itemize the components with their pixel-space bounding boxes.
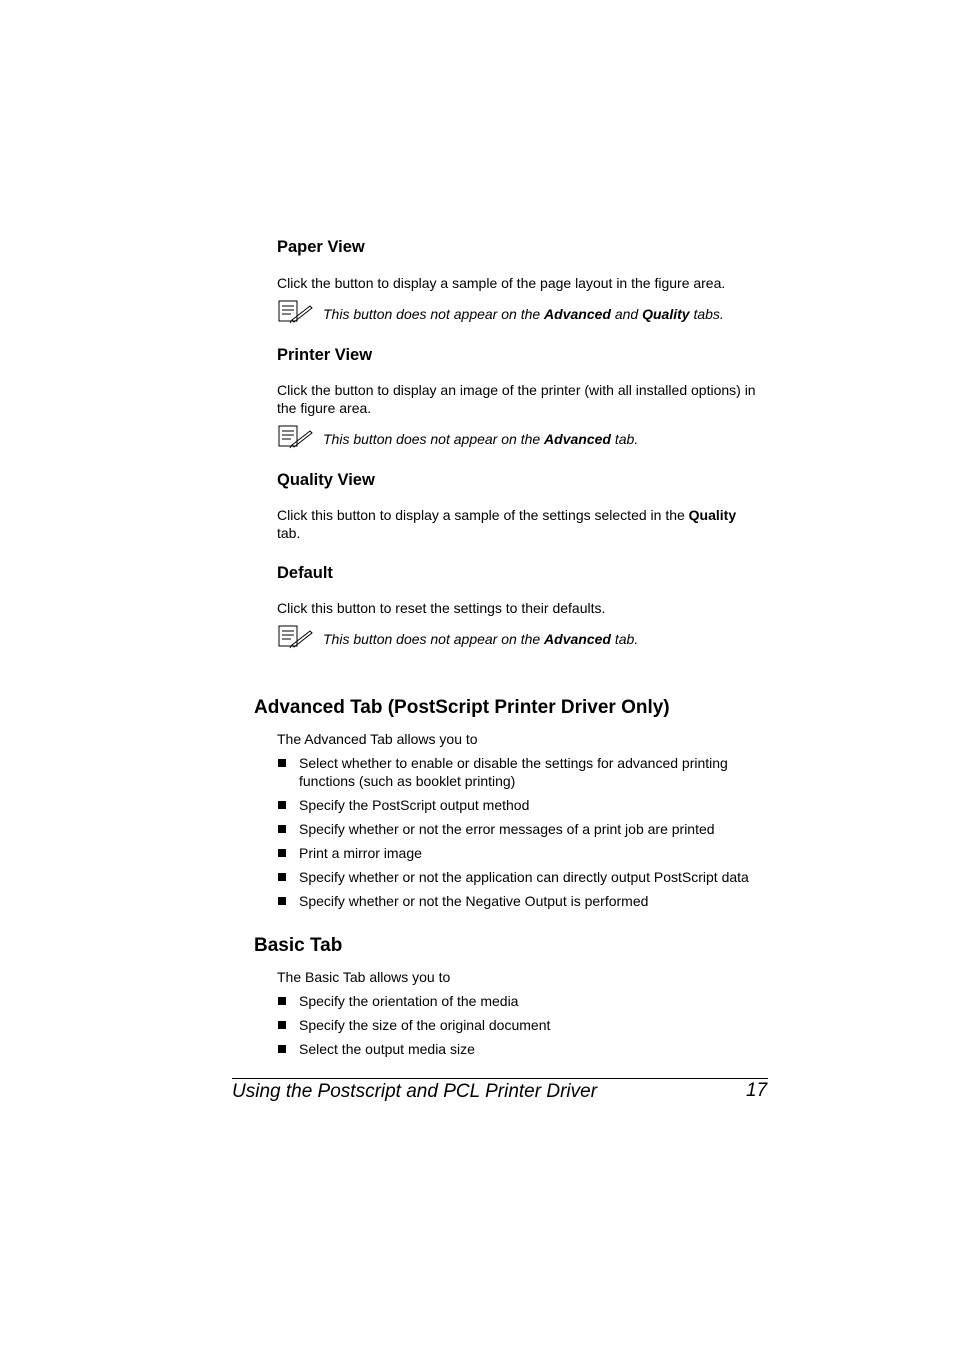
- paper-view-note: This button does not appear on the Advanced and Quality tabs.: [323, 306, 724, 322]
- heading-advanced-tab: Advanced Tab (PostScript Printer Driver Only): [254, 697, 670, 718]
- list-item: Print a mirror image: [299, 845, 422, 861]
- printer-view-note: This button does not appear on the Advanced tab.: [323, 431, 639, 447]
- list-item: Specify whether or not the error messages of a print job are printed: [299, 821, 715, 837]
- bullet-icon: [278, 825, 286, 833]
- bullet-icon: [278, 997, 286, 1005]
- footer-divider: [232, 1078, 768, 1079]
- heading-default: Default: [277, 564, 333, 582]
- printer-view-text-line1: Click the button to display an image of the printer (with all installed options) in: [277, 382, 756, 398]
- heading-basic-tab: Basic Tab: [254, 935, 343, 956]
- printer-view-text-line2: the figure area.: [277, 400, 372, 416]
- list-item: Select the output media size: [299, 1041, 475, 1057]
- quality-view-text-line2: tab.: [277, 525, 301, 541]
- quality-view-text-line1: Click this button to display a sample of the settings selected in the Quality: [277, 507, 737, 523]
- bullet-icon: [278, 873, 286, 881]
- heading-paper-view: Paper View: [277, 238, 365, 256]
- bullet-icon: [278, 759, 286, 767]
- bullet-icon: [278, 897, 286, 905]
- default-text: Click this button to reset the settings to their defaults.: [277, 600, 606, 616]
- page-number: 17: [746, 1080, 768, 1101]
- list-item: Specify the orientation of the media: [299, 993, 519, 1009]
- paper-view-text: Click the button to display a sample of the page layout in the figure area.: [277, 275, 726, 291]
- heading-quality-view: Quality View: [277, 471, 375, 489]
- bullet-icon: [278, 849, 286, 857]
- bullet-icon: [278, 1021, 286, 1029]
- note-pencil-icon: [278, 625, 314, 649]
- list-item: Specify whether or not the Negative Output is performed: [299, 893, 649, 909]
- list-item: Specify the size of the original document: [299, 1017, 551, 1033]
- heading-printer-view: Printer View: [277, 346, 373, 364]
- basic-tab-intro: The Basic Tab allows you to: [277, 969, 451, 985]
- footer-title: Using the Postscript and PCL Printer Driver: [232, 1081, 598, 1102]
- list-item: Specify the PostScript output method: [299, 797, 530, 813]
- bullet-icon: [278, 801, 286, 809]
- default-note: This button does not appear on the Advanced tab.: [323, 631, 639, 647]
- list-item-continuation: functions (such as booklet printing): [299, 773, 516, 789]
- note-pencil-icon: [278, 300, 314, 324]
- list-item: Select whether to enable or disable the settings for advanced printing: [299, 755, 728, 771]
- note-pencil-icon: [278, 425, 314, 449]
- advanced-tab-intro: The Advanced Tab allows you to: [277, 731, 478, 747]
- list-item: Specify whether or not the application can directly output PostScript data: [299, 869, 749, 885]
- bullet-icon: [278, 1045, 286, 1053]
